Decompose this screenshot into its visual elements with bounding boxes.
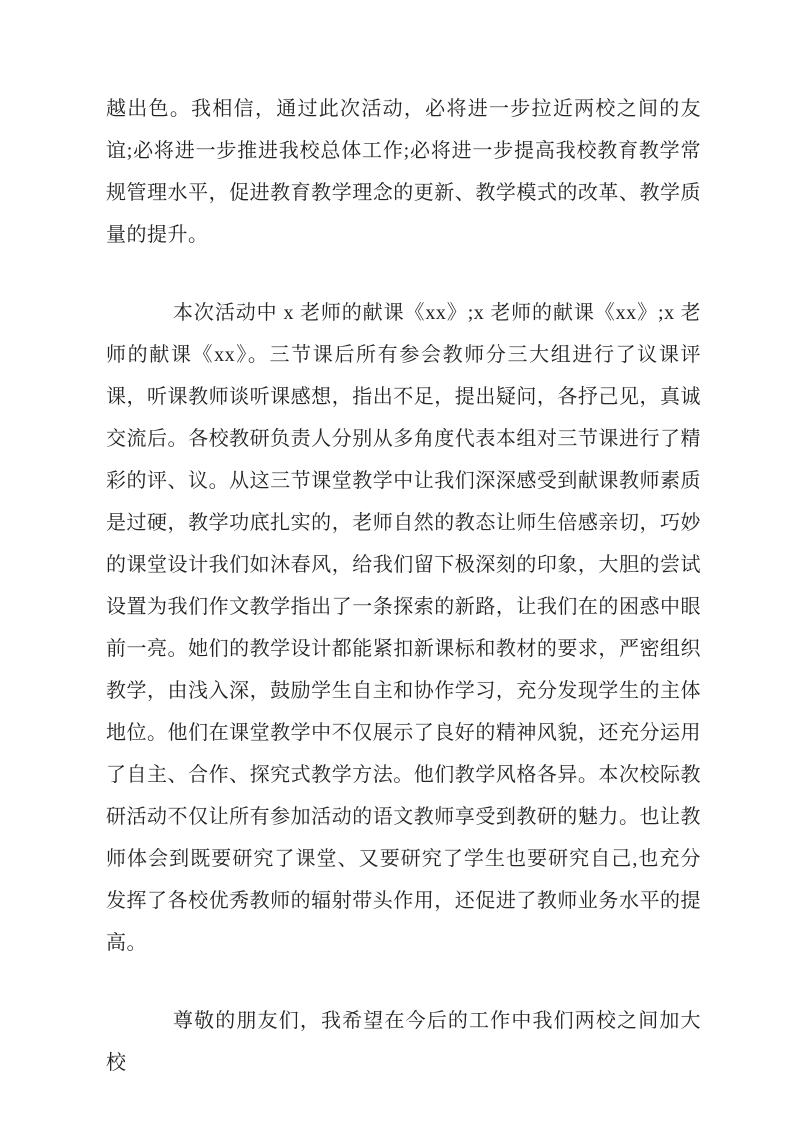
paragraph: 越出色。我相信，通过此次活动，必将进一步拉近两校之间的友谊;必将进一步推进我校总体工作;必将进一步提高我校教育教学常规管理水平，促进教育教学理念的更新、教学模式的改革、教学质量的提升。 xyxy=(106,98,701,246)
paragraph: 本次活动中 x 老师的献课《xx》;x 老师的献课《xx》;x 老师的献课《xx》。三节课后所有参会教师分三大组进行了议课评课，听课教师谈听课感想，指出不足，提出疑问，各抒己见，真诚交流后。各校教研负责人分别从多角度代表本组对三节课进行了精彩的评、议。从这三节课堂教学中让我们深深感受到献课教师素质是过硬，教学功底扎实的，老师自然的教态让师生倍感亲切，巧妙的课堂设计我们如沐春风，给我们留下极深刻的印象，大胆的尝试设置为我们作文教学指出了一条探索的新路，让我们在的困惑中眼前一亮。她们的教学设计都能紧扣新课标和教材的要求，严密组织教学，由浅入深，鼓励学生自主和协作学习，充分发现学生的主体地位。他们在课堂教学中不仅展示了良好的精神风貌，还充分运用了自主、合作、探究式教学方法。他们教学风格各异。本次校际教研活动不仅让所有参加活动的语文教师享受到教研的魅力。也让教师体会到既要研究了课堂、又要研究了学生也要研究自己,也充分发挥了各校优秀教师的辐射带头作用，还促进了教师业务水平的提高。 xyxy=(106,302,701,954)
paragraph: 尊敬的朋友们，我希望在今后的工作中我们两校之间加大校 xyxy=(106,1010,701,1074)
